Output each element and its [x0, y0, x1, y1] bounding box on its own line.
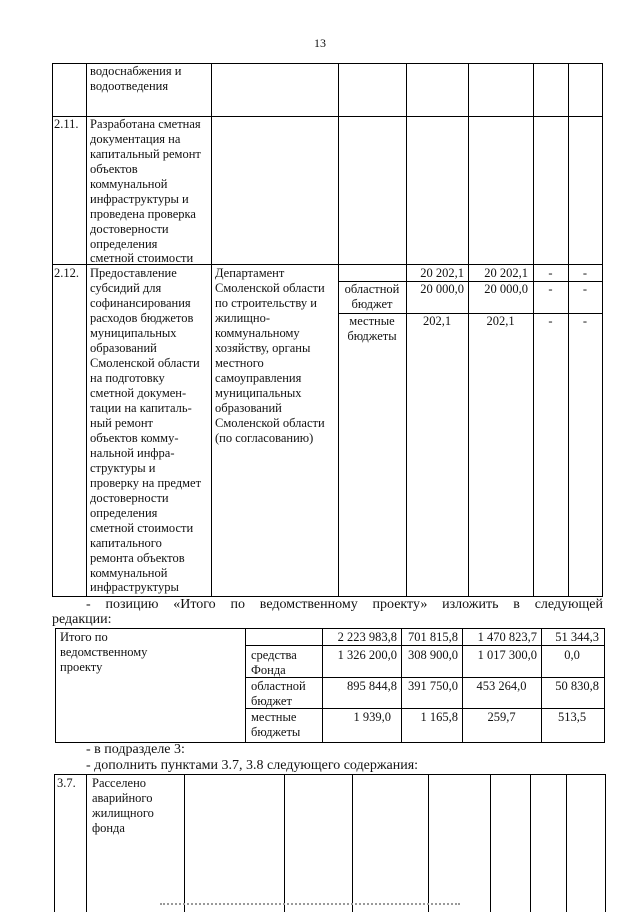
row-title-line: Разработана сметная [90, 117, 201, 131]
row-title-line: коммунальной [90, 566, 168, 580]
executor-line: (по согласованию) [215, 431, 314, 445]
value-cell: 20 202,1 [420, 266, 464, 280]
row-title-line: инфраструктуры и [90, 192, 189, 206]
total-title-line: ведомственному [60, 645, 148, 659]
row-title-line: проверку на предмет [90, 476, 202, 490]
total-title-line: проекту [60, 660, 103, 674]
value-cell: - [548, 266, 553, 280]
row-title-line: структуры и [90, 461, 156, 475]
row-title-line: Смоленской области [90, 356, 200, 370]
row-title-line: ремонта объектов [90, 551, 185, 565]
executor-line: хозяйству, органы [215, 341, 311, 355]
value-cell: 1 326 200,0 [337, 648, 397, 662]
source-label: бюджеты [347, 329, 397, 343]
source-label: бюджет [251, 694, 292, 708]
row-title-line: достоверности [90, 491, 169, 505]
row-title-line: на подготовку [90, 371, 165, 385]
value-cell: 51 344,3 [555, 630, 599, 644]
value-cell: 259,7 [487, 710, 516, 724]
row-title-line: тации на капиталь- [90, 401, 192, 415]
value-cell: 308 900,0 [408, 648, 458, 662]
row-title-line: сметной докумен- [90, 386, 187, 400]
value-cell: 1 017 300,0 [477, 648, 537, 662]
value-cell: 1 470 823,7 [477, 630, 537, 644]
row-title-line: определения [90, 237, 158, 251]
row-title-line: Расселено [92, 776, 147, 790]
executor-line: жилищно- [215, 311, 270, 325]
row-number: 2.12. [54, 266, 79, 280]
row-title-line: субсидий для [90, 281, 162, 295]
row-title-line: Предоставление [90, 266, 177, 280]
value-cell: 1 165,8 [420, 710, 458, 724]
source-label: областной [344, 282, 400, 296]
value-cell: 50 830,8 [555, 679, 599, 693]
executor-line: самоуправления [215, 371, 302, 385]
row-title-line: капитальный ремонт [90, 147, 201, 161]
paragraph-line: редакции: [52, 612, 112, 627]
row-title-line: объектов комму- [90, 431, 179, 445]
executor-line: Департамент [215, 266, 285, 280]
row-title-line: объектов [90, 162, 138, 176]
row-title-line: муниципальных [90, 326, 177, 340]
source-label: бюджет [351, 297, 393, 311]
paragraph-line: - в подразделе 3: [86, 742, 185, 757]
row-title-line: образований [90, 341, 157, 355]
executor-line: местного [215, 356, 264, 370]
value-cell: 20 000,0 [420, 282, 464, 296]
value-cell: 453 264,0 [476, 679, 527, 693]
row-number: 3.7. [57, 776, 76, 790]
value-cell: - [548, 282, 553, 296]
value-cell: 0,0 [564, 648, 580, 662]
value-cell: - [582, 266, 588, 280]
row-title-line: жилищного [92, 806, 154, 820]
value-cell: 2 223 983,8 [337, 630, 397, 644]
row-title-line: капитального [90, 536, 162, 550]
row-title-line: достоверности [90, 222, 169, 236]
row-title-line: сметной стоимости [90, 251, 194, 265]
value-cell: 513,5 [557, 710, 587, 724]
row-title-line: определения [90, 506, 158, 520]
source-label: местные [251, 710, 297, 724]
row-title-line: расходов бюджетов [90, 311, 194, 325]
value-cell: 1 939,0 [353, 710, 391, 724]
row-title-line: сметной стоимости [90, 521, 194, 535]
scan-artifact [160, 903, 460, 905]
source-label: бюджеты [251, 725, 301, 739]
page-number: 13 [314, 36, 326, 50]
value-cell: 895 844,8 [347, 679, 397, 693]
value-cell: 20 000,0 [484, 282, 528, 296]
executor-line: Смоленской области [215, 416, 325, 430]
value-cell: 202,1 [422, 314, 452, 328]
row-title-line: коммунальной [90, 177, 168, 191]
executor-line: образований [215, 401, 282, 415]
source-label: областной [251, 679, 306, 693]
row-title-line: ный ремонт [90, 416, 154, 430]
paragraph-line: - дополнить пунктами 3.7, 3.8 следующего содержания: [86, 758, 419, 773]
row-number: 2.11. [54, 117, 79, 131]
row-title-line: водоснабжения и [90, 64, 182, 78]
total-title-line: Итого по [60, 630, 108, 644]
executor-line: коммунальному [215, 326, 300, 340]
value-cell: 202,1 [486, 314, 515, 328]
paragraph-line: - позицию «Итого по ведомственному проекту» изложить в следующей [86, 597, 603, 612]
row-title-line: водоотведения [90, 79, 169, 93]
source-label: Фонда [251, 663, 286, 677]
value-cell: - [582, 314, 588, 328]
executor-line: по строительству и [215, 296, 317, 310]
source-label: средства [251, 648, 297, 662]
executor-line: Смоленской области [215, 281, 325, 295]
executor-line: муниципальных [215, 386, 302, 400]
value-cell: - [548, 314, 553, 328]
source-label: местные [349, 314, 395, 328]
value-cell: 20 202,1 [484, 266, 528, 280]
row-title-line: аварийного [92, 791, 153, 805]
row-title-line: фонда [92, 821, 125, 835]
row-title-line: инфраструктуры [90, 580, 179, 594]
value-cell: - [582, 282, 588, 296]
row-title-line: документация на [90, 132, 181, 146]
value-cell: 701 815,8 [408, 630, 458, 644]
row-title-line: проведена проверка [90, 207, 196, 221]
value-cell: 391 750,0 [408, 679, 458, 693]
row-title-line: нальной инфра- [90, 446, 175, 460]
row-title-line: софинансирования [90, 296, 191, 310]
